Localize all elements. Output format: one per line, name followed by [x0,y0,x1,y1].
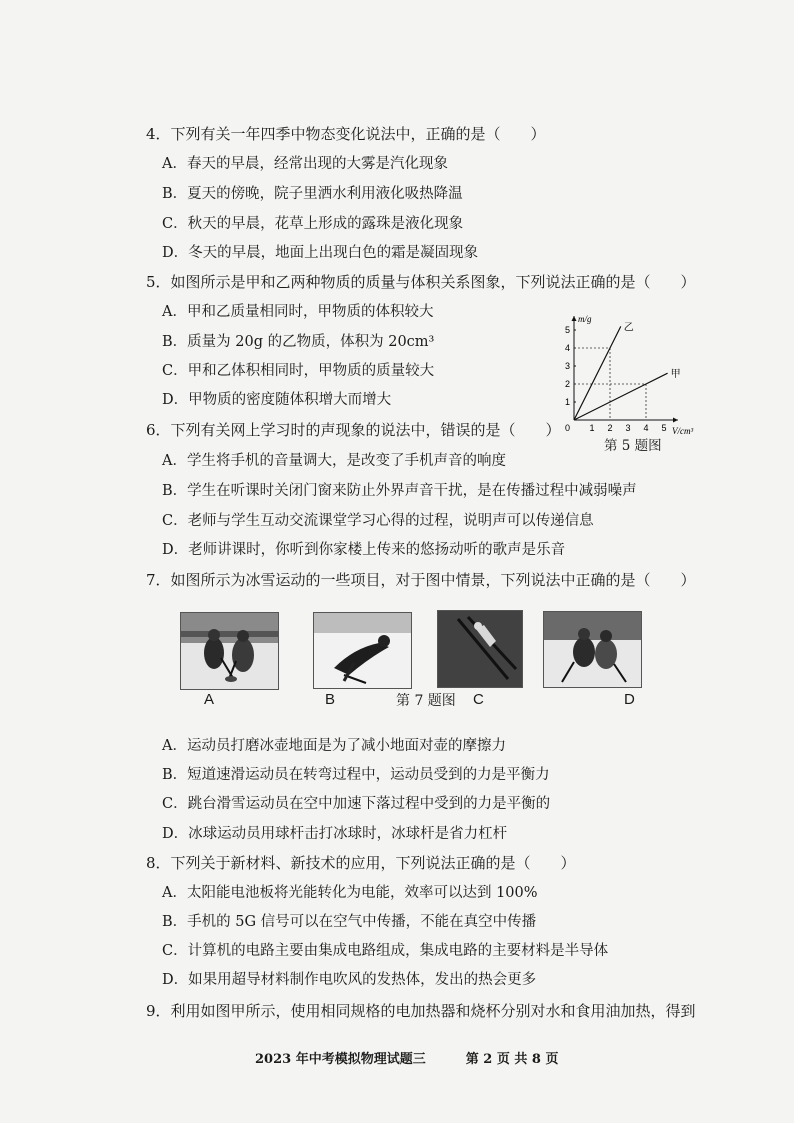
ski-jump-image [438,611,522,687]
question-4-stem: 4．下列有关一年四季中物态变化说法中，正确的是（ ） [146,125,546,143]
question-5-option-d: D．甲物质的密度随体积增大而增大 [162,392,392,408]
question-5-option-a: A．甲和乙质量相同时，甲物质的体积较大 [162,304,434,320]
question-4-option-a: A．春天的早晨，经常出现的大雾是汽化现象 [162,156,448,172]
photo-label-c: C [473,691,484,708]
photo-short-track [313,612,412,689]
question-5-stem: 5．如图所示是甲和乙两种物质的质量与体积关系图象，下列说法正确的是（ ） [146,273,696,291]
question-6-option-b: B．学生在听课时关闭门窗来防止外界声音干扰，是在传播过程中减弱噪声 [162,483,637,499]
x-axis-arrow [673,418,678,423]
question-8-option-c: C．计算机的电路主要由集成电路组成，集成电路的主要材料是半导体 [162,943,609,959]
y-axis-arrow [572,316,577,321]
question-6-option-c: C．老师与学生互动交流课堂学习心得的过程，说明声可以传递信息 [162,513,594,529]
question-7-figure-caption: 第 7 题图 [396,693,456,709]
question-5-figure-caption: 第 5 题图 [604,438,662,454]
photo-ski-jump [437,610,523,688]
y-tick-label: 4 [565,343,571,353]
question-8-option-a: A．太阳能电池板将光能转化为电能，效率可以达到 100% [162,885,538,901]
series-label: 甲 [670,369,681,381]
question-9-stem: 9．利用如图甲所示，使用相同规格的电加热器和烧杯分别对水和食用油加热，得到 [146,1002,696,1020]
x-tick-label: 4 [643,423,649,433]
mass-volume-chart [560,310,695,440]
photo-ice-hockey [543,611,642,688]
y-tick-label: 1 [565,397,571,407]
page-number: 第 2 页 共 8 页 [465,1052,559,1067]
short-track-image [314,613,411,688]
question-4-option-c: C．秋天的早晨，花草上形成的露珠是液化现象 [162,216,464,232]
x-tick-label: 3 [625,423,631,433]
photo-curling [180,612,279,690]
photo-label-b: B [325,691,336,708]
ice-hockey-image [544,612,641,687]
question-8-stem: 8．下列关于新材料、新技术的应用，下列说法正确的是（ ） [146,854,576,872]
x-tick-label: 1 [589,423,595,433]
y-tick-label: 5 [565,325,571,335]
question-8-option-d: D．如果用超导材料制作电吹风的发热体，发出的热会更多 [162,972,537,988]
y-axis-label: m/g [578,314,592,324]
x-tick-label: 0 [565,423,571,433]
x-tick-label: 2 [607,423,613,433]
question-6-stem: 6．下列有关网上学习时的声现象的说法中，错误的是（ ） [146,421,561,439]
question-7-option-a: A．运动员打磨冰壶地面是为了减小地面对壶的摩擦力 [162,738,506,754]
question-7-stem: 7．如图所示为冰雪运动的一些项目，对于图中情景，下列说法中正确的是（ ） [146,571,696,589]
curling-image [181,613,278,689]
question-8-option-b: B．手机的 5G 信号可以在空气中传播，不能在真空中传播 [162,914,537,930]
question-4-option-b: B．夏天的傍晚，院子里洒水利用液化吸热降温 [162,186,463,202]
x-tick-label: 5 [661,423,667,433]
series-line [574,326,621,420]
series-label: 乙 [623,322,634,334]
question-5-option-b: B．质量为 20g 的乙物质，体积为 20cm³ [162,334,435,350]
question-4-option-d: D．冬天的早晨，地面上出现白色的霜是凝固现象 [162,245,479,261]
question-7-option-d: D．冰球运动员用球杆击打冰球时，冰球杆是省力杠杆 [162,826,508,842]
question-5-option-c: C．甲和乙体积相同时，甲物质的质量较大 [162,363,435,379]
question-7-option-c: C．跳台滑雪运动员在空中加速下落过程中受到的力是平衡的 [162,796,551,812]
y-tick-label: 3 [565,361,571,371]
x-axis-label: V/cm³ [672,426,694,436]
page-footer [255,1048,558,1067]
photo-label-d: D [624,691,635,708]
photo-label-a: A [204,691,215,708]
y-tick-label: 2 [565,379,571,389]
question-7-option-b: B．短道速滑运动员在转弯过程中，运动员受到的力是平衡力 [162,767,550,783]
series-line [574,373,668,420]
question-6-option-a: A．学生将手机的音量调大，是改变了手机声音的响度 [162,453,506,469]
exam-title: 2023 年中考模拟物理试题三 [255,1052,426,1067]
question-6-option-d: D．老师讲课时，你听到你家楼上传来的悠扬动听的歌声是乐音 [162,542,566,558]
